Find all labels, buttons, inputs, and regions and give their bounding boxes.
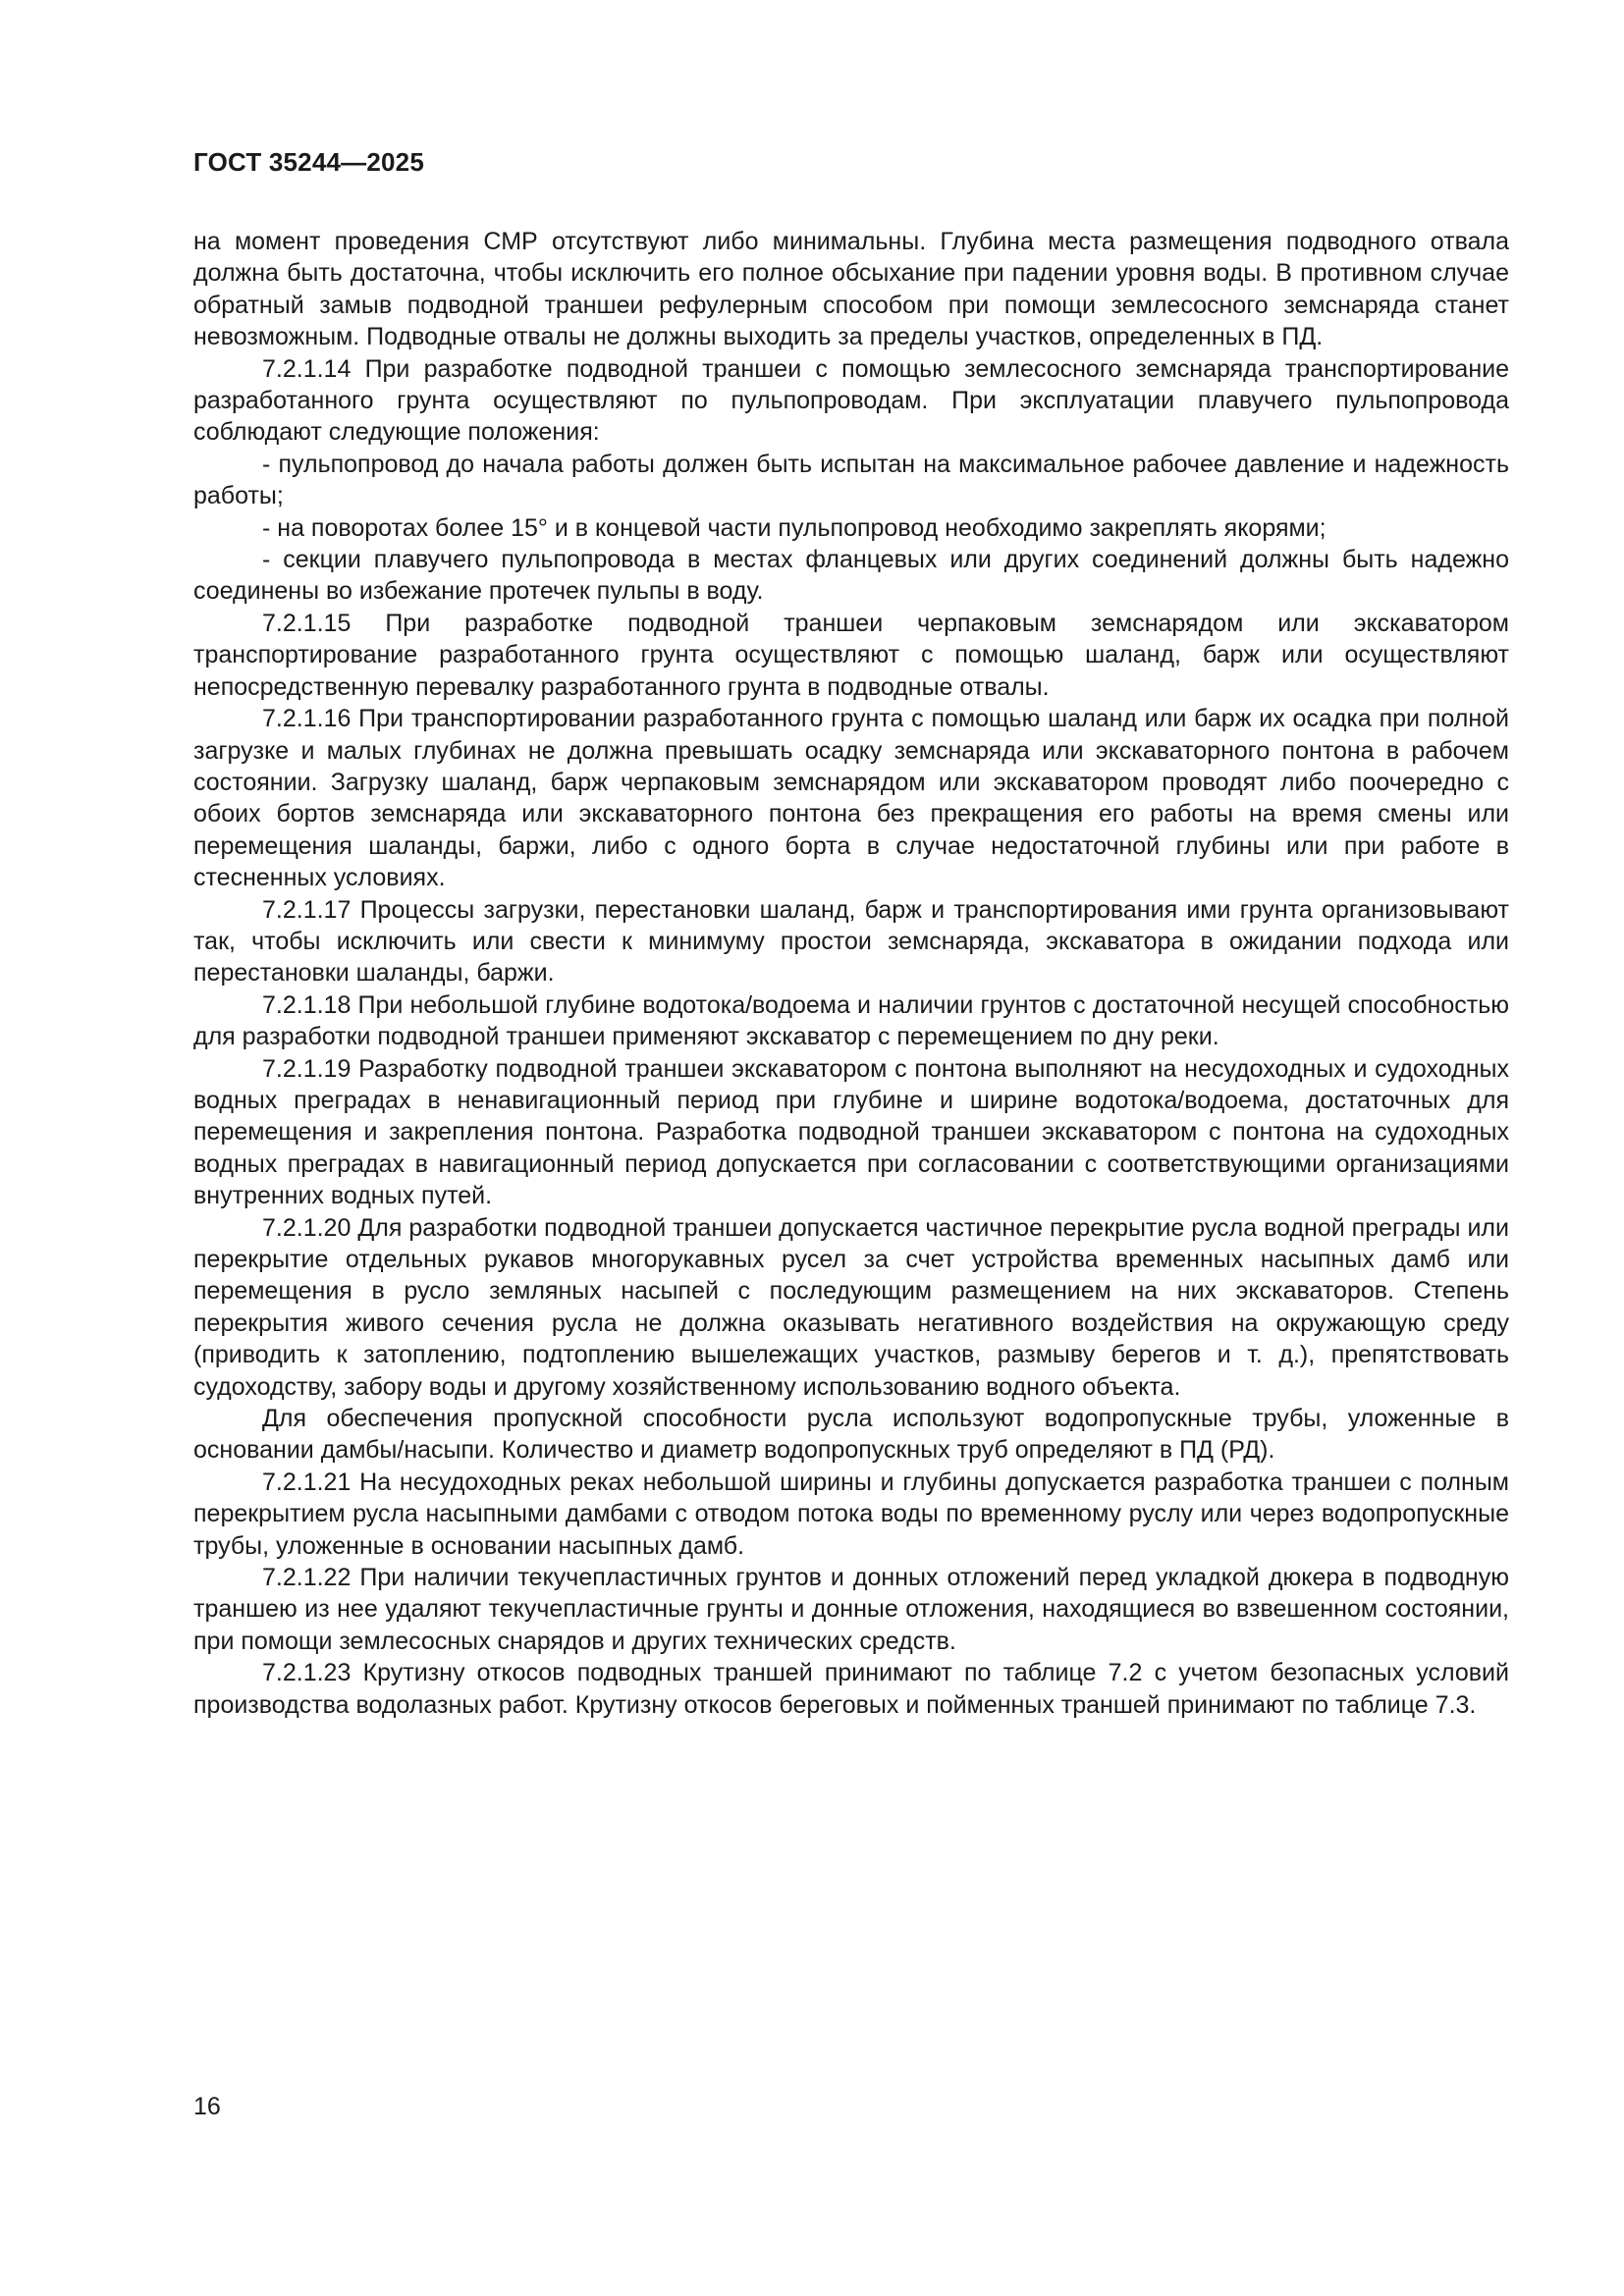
clause-7-2-1-14: 7.2.1.14 При разработке подводной траншеи с помощью землесосного земснаряда транспортирование разработанного грунта осуществляют по пульпопроводам. При эксплуатации плавучего пульпопровода соблюдают следующие положения: <box>193 354 1509 447</box>
list-item: - на поворотах более 15° и в концевой части пульпопровод необходимо закреплять якорями; <box>262 513 1326 542</box>
clause-7-2-1-21: 7.2.1.21 На несудоходных реках небольшой ширины и глубины допускается разработка траншеи с полным перекрытием русла насыпными дамбами с отводом потока воды по временному руслу или через водопропускные трубы, уложенные в основании насыпных дамб. <box>193 1468 1509 1560</box>
clause-7-2-1-22: 7.2.1.22 При наличии текучепластичных грунтов и донных отложений перед укладкой дюкера в подводную траншею из нее удаляют текучепластичные грунты и донные отложения, находящиеся во взвешенном состоянии, при помощи землесосных снарядов и других технических средств. <box>193 1564 1509 1655</box>
document-header: ГОСТ 35244—2025 <box>193 147 424 177</box>
clause-7-2-1-17: 7.2.1.17 Процессы загрузки, перестановки шаланд, барж и транспортирования ими грунта организовывают так, чтобы исключить или свести к минимуму простои земснаряда, экскаватора в ожидании подхода или перестановки шаланды, баржи. <box>193 895 1509 988</box>
list-item: - секции плавучего пульпопровода в местах фланцевых или других соединений должны быть надежно соединены во избежание протечек пульпы в воду. <box>193 546 1509 606</box>
paragraph-culverts: Для обеспечения пропускной способности русла используют водопропускные трубы, уложенные в основании дамбы/насыпи. Количество и диаметр водопропускных труб определяют в ПД (РД). <box>193 1405 1509 1465</box>
paragraph-continuation: на момент проведения СМР отсутствуют либо минимальны. Глубина места размещения подводного отвала должна быть достаточна, чтобы исключить его полное обсыхание при падении уровня воды. В противном случае обратный замыв подводной траншеи рефулерным способом при помощи землесосного земснаряда станет невозможным. Подводные отвалы не должны выходить за пределы участков, определенных в ПД. <box>193 228 1509 351</box>
page-number: 16 <box>193 2093 221 2120</box>
clause-7-2-1-20: 7.2.1.20 Для разработки подводной траншеи допускается частичное перекрытие русла водной преграды или перекрытие отдельных рукавов многорукавных русел за счет устройства временных насыпных дамб или перемещения в русло земляных насыпей с последующим размещением на них экскаваторов. Степень перекрытия живого сечения русла не должна оказывать негативного воздействия на окружающую среду (приводить к затоплению, подтоплению вышележащих участков, размыву берегов и т. д.), препятствовать судоходству, забору воды и другому хозяйственному использованию водного объекта. <box>193 1213 1509 1401</box>
clause-7-2-1-19: 7.2.1.19 Разработку подводной траншеи экскаватором с понтона выполняют на несудоходных и судоходных водных преградах в ненавигационный период при глубине и ширине водотока/водоема, достаточных для перемещения и закрепления понтона. Разработка подводной траншеи экскаватором с понтона на судоходных водных преградах в навигационный период допускается при согласовании с соответствующими организациями внутренних водных путей. <box>193 1054 1509 1210</box>
body-text <box>193 226 1509 1721</box>
clause-7-2-1-15: 7.2.1.15 При разработке подводной траншеи черпаковым земснарядом или экскаватором транспортирование разработанного грунта осуществляют с помощью шаланд, барж или осуществляют непосредственную перевалку разработанного грунта в подводные отвалы. <box>193 609 1509 701</box>
clause-7-2-1-18: 7.2.1.18 При небольшой глубине водотока/водоема и наличии грунтов с достаточной несущей способностью для разработки подводной траншеи применяют экскаватор с перемещением по дну реки. <box>193 990 1509 1051</box>
clause-7-2-1-23: 7.2.1.23 Крутизну откосов подводных траншей принимают по таблице 7.2 с учетом безопасных условий производства водолазных работ. Крутизну откосов береговых и пойменных траншей принимают по таблице 7.3. <box>193 1659 1509 1719</box>
clause-7-2-1-16: 7.2.1.16 При транспортировании разработанного грунта с помощью шаланд или барж их осадка при полной загрузке и малых глубинах не должна превышать осадку земснаряда или экскаваторного понтона в рабочем состоянии. Загрузку шаланд, барж черпаковым земснарядом или экскаватором проводят либо поочередно с обоих бортов земснаряда или экскаваторного понтона без прекращения его работы на время смены или перемещения шаланды, баржи, либо с одного борта в случае недостаточной глубины или при работе в стесненных условиях. <box>193 705 1509 892</box>
list-item: - пульпопровод до начала работы должен быть испытан на максимальное рабочее давление и надежность работы; <box>193 450 1509 510</box>
